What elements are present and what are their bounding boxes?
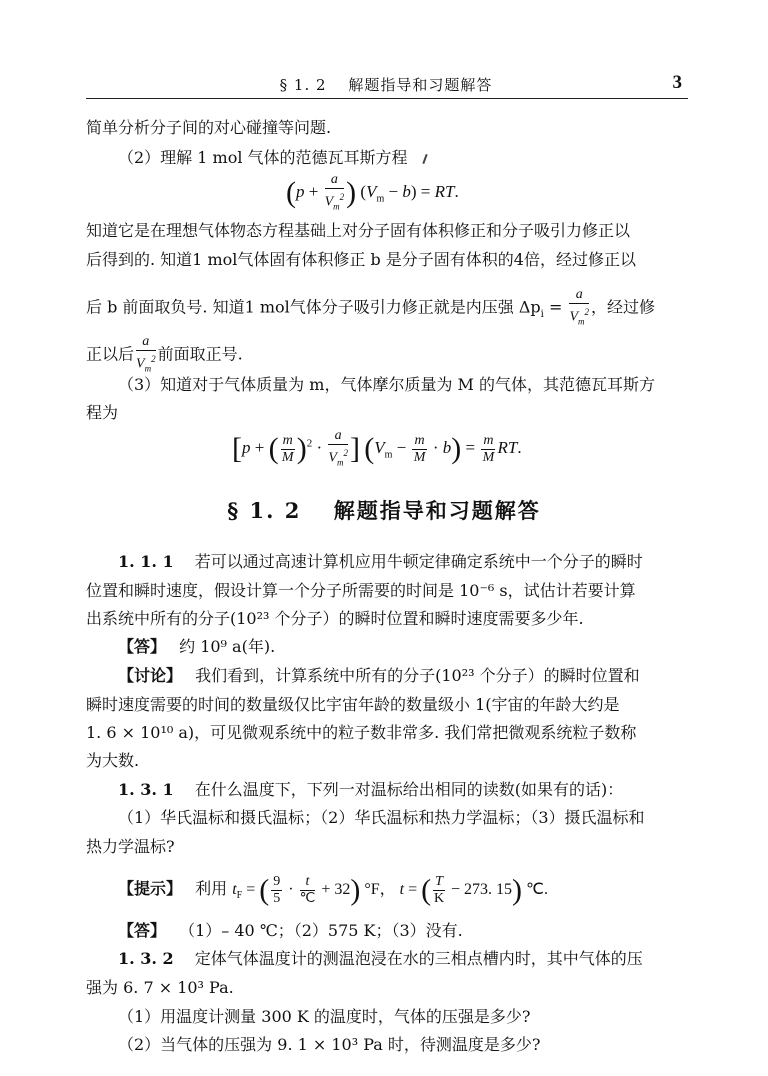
problem-1-3-2-line-1: 1. 3. 2 定体气体温度计的测温泡浸在水的三相点槽内时，其中气体的压 [118, 949, 643, 968]
problem-1-1-1-discussion-line-1: 【讨论】 我们看到，计算系统中所有的分子(10²³ 个分子）的瞬时位置和 [118, 666, 640, 685]
problem-1-1-1-discussion-line-3: 1. 6 × 10¹⁰ a)，可见微观系统中的粒子数非常多. 我们常把微观系统粒子数称 [86, 723, 637, 742]
equation-vdw-1mol: (p + $\frac{a}{V_m^2}$ ) $(V_m - b)$ = RT. [286, 172, 459, 212]
running-header [86, 72, 686, 98]
problem-1-1-1-line-3: 出系统中所有的分子(10²³ 个分子）的瞬时位置和瞬时速度需要多少年. [86, 609, 584, 628]
problem-1-3-2-question-2: （2）当气体的压强为 9. 1 × 10³ Pa 时，待测温度是多少? [118, 1035, 541, 1054]
intro-para-3-line-2: 后得到的. 知道1 mol气体固有体积修正 b 是分子固有体积的4倍，经过修正以 [86, 250, 636, 269]
intro-para-4-line-1: （3）知道对于气体质量为 m，气体摩尔质量为 M 的气体，其范德瓦耳斯方 [118, 375, 655, 394]
problem-1-3-1-line-2: （1）华氏温标和摄氏温标；（2）华氏温标和热力学温标；（3）摄氏温标和 [118, 808, 645, 827]
problem-1-3-1-answer: 【答】 （1）– 40 ℃；（2）575 K；（3）没有. [118, 921, 463, 940]
problem-1-1-1-line-2: 位置和瞬时速度，假设计算一个分子所需要的时间是 10⁻⁶ s，试估计若要计算 [86, 581, 636, 600]
problem-1-3-1-line-1: 1. 3. 1 在什么温度下，下列一对温标给出相同的读数(如果有的话)： [118, 780, 624, 799]
section-heading: § 1. 2 解题指导和习题解答 [227, 498, 541, 523]
running-header-title: § 1. 2 解题指导和习题解答 [279, 76, 493, 94]
equation-vdw-mass-m: [p + ( $\frac{m}{M}$ )$^2$ · $\frac{a}{V_m^2}$ ] ($V_m$ − $\frac{m}{M}$ · b) = $\frac{m}{M}$ RT. [232, 428, 522, 468]
problem-1-1-1-line-1: 1. 1. 1 若可以通过高速计算机应用牛顿定律确定系统中一个分子的瞬时 [118, 552, 643, 571]
intro-line-2: （2）理解 1 mol 气体的范德瓦耳斯方程 [118, 148, 408, 167]
intro-para-3-line-3: 后 b 前面取负号. 知道1 mol气体分子吸引力修正就是内压强 $\Delta p_i$ = $\frac{a}{V_m^2}$ ，经过修 [86, 287, 656, 327]
problem-1-3-2-line-2: 强为 6. 7 × 10³ Pa. [86, 978, 234, 997]
problem-1-1-1-answer: 【答】 约 10⁹ a(年). [118, 637, 276, 656]
intro-para-3-line-4: 正以后 $\frac{a}{V_m^2}$ 前面取正号. [86, 334, 243, 374]
problem-1-3-2-question-1: （1）用温度计测量 300 K 的温度时，气体的压强是多少? [118, 1007, 531, 1026]
stray-mark [422, 154, 427, 164]
page-number: 3 [672, 72, 682, 93]
problem-1-3-1-hint: 【提示】 利用 $t_F$ = ( $\frac{9}{5}$ · $\frac{t}{℃}$ + 32) °F， t = ( $\frac{T}{K}$ − 273. 15) ℃. [118, 873, 548, 907]
problem-1-1-1-discussion-line-4: 为大数. [86, 751, 140, 770]
intro-line-1: 简单分析分子间的对心碰撞等问题. [86, 118, 332, 137]
header-rule [86, 98, 688, 99]
problem-1-3-1-line-3: 热力学温标? [86, 837, 175, 856]
intro-para-3-line-1: 知道它是在理想气体物态方程基础上对分子固有体积修正和分子吸引力修正以 [86, 221, 631, 240]
intro-para-4-line-2: 程为 [86, 403, 119, 422]
problem-1-1-1-discussion-line-2: 瞬时速度需要的时间的数量级仅比宇宙年龄的数量级小 1(宇宙的年龄大约是 [86, 695, 620, 714]
